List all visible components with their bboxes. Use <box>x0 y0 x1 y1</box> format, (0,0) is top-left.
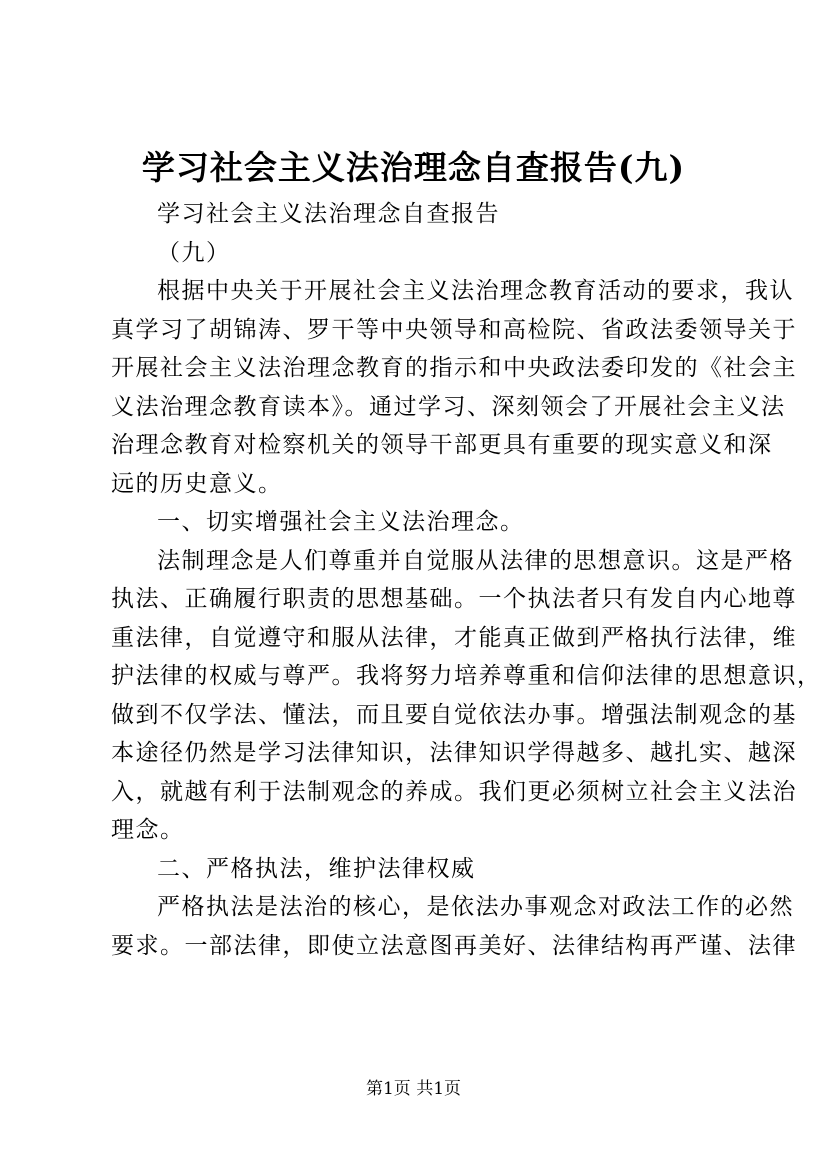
text-line: （九） <box>157 239 231 266</box>
text-line: 根据中央关于开展社会主义法治理念教育活动的要求，我认 <box>157 278 794 304</box>
page-footer: 第1页 共1页 <box>365 1079 462 1099</box>
text-line: 重法律，自觉遵守和服从法律，才能真正做到严格执行法律，维 <box>111 624 797 651</box>
text-line: 学习社会主义法治理念自查报告 <box>157 201 500 227</box>
text-line: 法制理念是人们尊重并自觉服从法律的思想意识。这是严格 <box>157 547 794 574</box>
text-line: 一、切实增强社会主义法治理念。 <box>157 509 525 535</box>
text-line: 入，就越有利于法制观念的养成。我们更必须树立社会主义法治 <box>111 778 797 805</box>
document-title: 学习社会主义法治理念自查报告(九) <box>141 148 686 187</box>
text-line: 严格执法是法治的核心，是依法办事观念对政法工作的必然 <box>157 894 794 920</box>
text-line: 做到不仅学法、懂法，而且要自觉依法办事。增强法制观念的基 <box>111 701 797 728</box>
text-line: 远的历史意义。 <box>111 470 283 497</box>
text-line: 真学习了胡锦涛、罗干等中央领导和高检院、省政法委领导关于 <box>111 316 797 343</box>
text-line: 执法、正确履行职责的思想基础。一个执法者只有发自内心地尊 <box>111 586 797 612</box>
text-line: 理念。 <box>111 817 185 843</box>
text-line: 护法律的权威与尊严。我将努力培养尊重和信仰法律的思想意识， <box>111 663 822 689</box>
text-line: 本途径仍然是学习法律知识，法律知识学得越多、越扎实、越深 <box>111 740 797 766</box>
document-body <box>111 195 822 965</box>
text-line: 义法治理念教育读本》。通过学习、深刻领会了开展社会主义法 <box>111 393 786 420</box>
text-line: 二、严格执法，维护法律权威 <box>157 855 476 882</box>
text-line: 开展社会主义法治理念教育的指示和中央政法委印发的《社会主 <box>111 355 797 381</box>
text-line: 治理念教育对检察机关的领导干部更具有重要的现实意义和深 <box>111 432 773 458</box>
text-line: 要求。一部法律，即使立法意图再美好、法律结构再严谨、法律 <box>111 932 797 959</box>
